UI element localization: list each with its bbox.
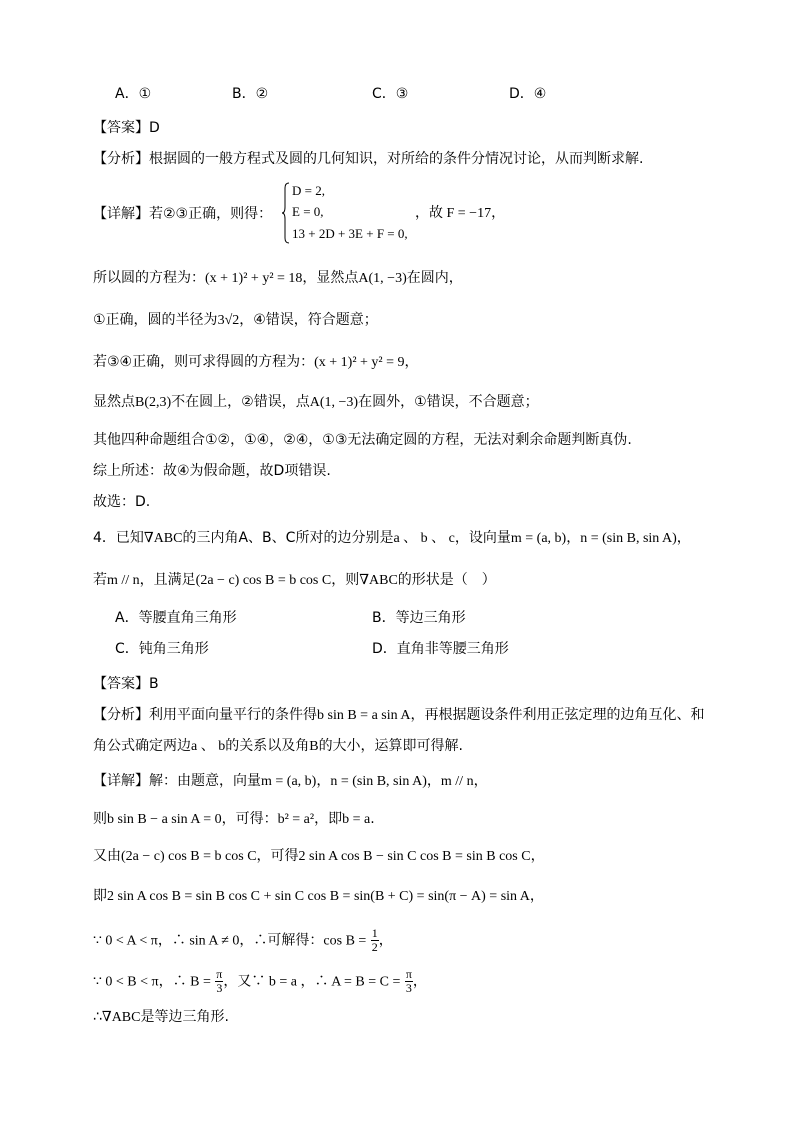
text: 的形状是（ ）	[397, 572, 496, 588]
analysis-line	[93, 149, 643, 169]
fraction-pi-third	[405, 968, 413, 995]
triangle-symbol: ∇ABC	[143, 531, 183, 546]
option-d: D．④	[509, 86, 547, 102]
text: ，可得：	[221, 811, 278, 827]
q4-option-c: C．钝角三角形	[115, 641, 209, 657]
question-4-stem-2	[93, 570, 496, 591]
case2-check-line	[93, 392, 539, 413]
question-4-stem	[93, 528, 691, 549]
text: ，即	[314, 811, 343, 827]
numerator: 1	[371, 926, 378, 940]
denominator: 3	[216, 981, 223, 995]
text: 利用平面向量平行的条件得	[149, 707, 317, 723]
q4-option-a: A．等腰直角三角形	[115, 610, 237, 626]
equation: 2 sin A cos B = sin B cos C + sin C cos B = sin(B + C) = sin(π − A) = sin A	[107, 889, 530, 904]
text: ∴	[93, 1009, 102, 1025]
q4-detail-line-1	[93, 771, 488, 792]
point-a: A(1, −3)	[358, 271, 407, 286]
vector-n: n = (sin B, sin A)	[330, 774, 427, 789]
option-b: B．②	[232, 86, 269, 102]
detail-lead: 若②③正确，则得：	[149, 206, 273, 222]
text: 则	[93, 811, 107, 827]
numerator: π	[216, 967, 223, 981]
answer-tag: 【答案】	[93, 120, 149, 136]
circle-equation-2: (x + 1)² + y² = 9	[314, 355, 405, 370]
point-b: B(2,3)	[135, 395, 172, 410]
vector-n: n = (sin B, sin A)	[580, 531, 677, 546]
text: ①正确，圆的半径为	[93, 312, 218, 328]
text: ，	[404, 354, 419, 370]
numerator: π	[405, 967, 412, 981]
q4-detail-line-3	[93, 846, 545, 867]
parallel-condition: m // n	[440, 774, 474, 789]
text: ，又∵ b = a ，∴ A = B = C =	[223, 974, 401, 990]
text: 显然点	[93, 394, 135, 410]
text: ，可得	[256, 848, 299, 864]
equation: b = a	[342, 812, 371, 827]
analysis-equation: b sin B = a sin A	[317, 708, 411, 723]
detail-tag: 【详解】	[93, 206, 149, 222]
text: ，再根据题设条件利用正弦定理的边角互化、和	[410, 707, 705, 723]
sides: a 、 b 、 c	[393, 531, 455, 546]
system-row-1: D = 2,	[292, 183, 325, 198]
q4-detail-line-5	[93, 927, 393, 954]
text: .	[370, 811, 375, 827]
q4-detail-line-4	[93, 886, 544, 907]
text: 在圆内，	[406, 270, 463, 286]
text: ，	[426, 773, 441, 789]
choice-line: 故选：D.	[93, 494, 151, 510]
angle-b: B	[309, 739, 319, 754]
text: ，则	[331, 572, 360, 588]
text: 4．已知	[93, 530, 144, 546]
circle-equation: (x + 1)² + y² = 18	[205, 271, 303, 286]
text: 在圆外，①错误，不合题意；	[358, 394, 539, 410]
circle-equation-line	[93, 268, 463, 289]
text: ，且满足	[139, 572, 196, 588]
answer-value: D	[149, 120, 160, 136]
analysis-tag: 【分析】	[93, 707, 149, 723]
text: ，	[412, 973, 427, 990]
text: ，	[378, 932, 393, 949]
text: 的大小，运算即可得解.	[318, 738, 464, 754]
parallel-condition: m // n	[107, 573, 140, 588]
case2-line	[93, 352, 419, 373]
q4-answer-line	[93, 674, 159, 694]
text: ∵ 0 < B < π，∴ B =	[93, 974, 211, 990]
system-row-3: 13 + 2D + 3E + F = 0,	[292, 226, 408, 241]
summary-line: 综上所述：故④为假命题，故D项错误.	[93, 463, 331, 479]
q4-detail-line-2	[93, 809, 375, 830]
text: 是等边三角形.	[140, 1009, 229, 1025]
text: ∵ 0 < A < π，∴ sin A ≠ 0，∴可解得：	[93, 933, 324, 949]
q4-analysis-line-2	[93, 736, 463, 757]
denominator: 3	[405, 981, 412, 995]
q4-conclusion-line	[93, 1007, 229, 1028]
text: 不在圆上，②错误，点	[171, 394, 310, 410]
detail-result: ，故 F = −17，	[415, 206, 506, 221]
text: 又由	[93, 848, 121, 864]
text: ，	[529, 888, 544, 904]
answer-line	[93, 118, 160, 138]
triangle-symbol: ∇ABC	[101, 1010, 141, 1025]
fraction-one-half	[371, 927, 379, 954]
equation: b sin B − a sin A = 0	[107, 812, 222, 827]
answer-value: B	[149, 676, 159, 692]
q4-option-d: D．直角非等腰三角形	[372, 641, 509, 657]
analysis-text: 根据圆的一般方程式及圆的几何知识，对所给的条件分情况讨论，从而判断求解.	[149, 151, 644, 167]
radius-line	[93, 310, 378, 331]
text: ，	[473, 773, 488, 789]
equation: (2a − c) cos B = b cos C	[121, 849, 257, 864]
text: ，	[676, 530, 691, 546]
text: 若	[93, 572, 107, 588]
vector-m: m = (a, b)	[261, 774, 317, 789]
text: ，④错误，符合题意；	[239, 312, 378, 328]
condition-equation: (2a − c) cos B = b cos C	[195, 573, 332, 588]
text: 的三内角A、B、C所对的边分别是	[182, 530, 394, 546]
analysis-tag: 【分析】	[93, 151, 149, 167]
answer-tag: 【答案】	[93, 676, 149, 692]
other-combinations-line: 其他四种命题组合①②，①④，②④，①③无法确定圆的方程，无法对剩余命题判断真伪.	[93, 432, 632, 448]
text: 若③④正确，则可求得圆的方程为：	[93, 354, 315, 370]
equation: b² = a²	[277, 812, 315, 827]
denominator: 2	[371, 940, 378, 954]
text: ，显然点	[302, 270, 359, 286]
detail-tag: 【详解】	[93, 773, 149, 789]
q4-detail-line-6	[93, 968, 427, 995]
triangle-symbol: ∇ABC	[359, 573, 398, 588]
system-row-2: E = 0,	[292, 204, 324, 219]
point-a: A(1, −3)	[309, 395, 359, 410]
text: 解：由题意，向量	[149, 773, 261, 789]
detail-line	[93, 204, 272, 224]
text: 角公式确定两边	[93, 738, 191, 754]
option-a: A．①	[115, 86, 152, 102]
text: ，	[530, 848, 545, 864]
equation: 2 sin A cos B − sin C cos B = sin B cos C	[298, 849, 531, 864]
text: 所以圆的方程为：	[93, 270, 205, 286]
text: ，	[316, 773, 331, 789]
equation: cos B =	[323, 933, 367, 949]
option-c: C．③	[372, 86, 409, 102]
radius-value: 3√2	[217, 313, 240, 328]
q4-analysis-line	[93, 705, 704, 726]
text: ，设向量	[454, 530, 511, 546]
text: 的关系以及角	[225, 738, 310, 754]
text: 即	[93, 888, 107, 904]
vector-m: m = (a, b)	[510, 531, 567, 546]
left-brace	[282, 182, 290, 244]
text: ，	[566, 530, 581, 546]
sides: a 、 b	[191, 739, 226, 754]
q4-option-b: B．等边三角形	[372, 610, 466, 626]
